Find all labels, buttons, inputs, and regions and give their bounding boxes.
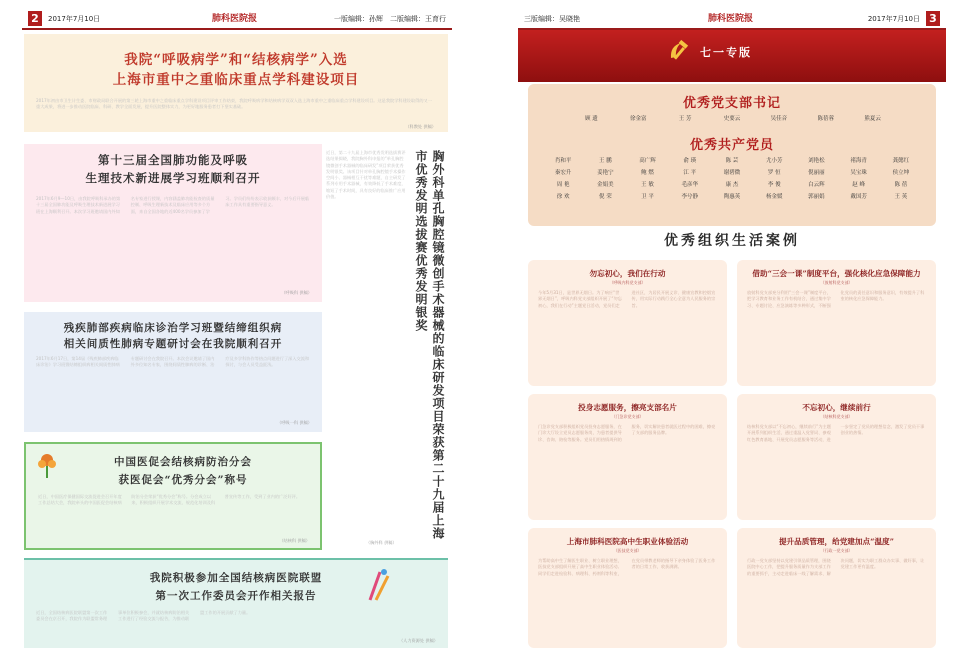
article-body: 近日，第二十九届上海市优秀发明选拔赛评选结果揭晓，我院胸外科申报的“单孔胸腔镜微创手术器械的临床研发”项目荣获优秀发明银奖。该项目针对单孔胸腔镜手术操作空间小、器械相互干扰等难题，自主研发了系列专用手术器械，有效降低了手术难度，缩短了手术时间，具有良好的临床推广应用价值。 (326, 150, 406, 200)
article-body: 近日，中国医疗保健国际交流促进会召开年度工作总结大会，我院牵头的中国医促会结核病防治分会荣获“优秀分会”称号。分会成立以来，积极组织开展学术交流、规范化培训及科普宣传等工作，受到了业内的广泛好评。 (38, 494, 301, 506)
case-body: 为帮助高中生了解医生职业、树立职业理想，医技党支部组织开展了高中生职业体验活动。同学们走进检验科、病理科、药剂科等科室，在党员带教老师的指导下亲身体验了医务工作者的日常工作，收获满满。 (538, 558, 716, 576)
paper-name: 肺科医院报 (212, 14, 258, 24)
member-name: 侯立坤 (892, 170, 910, 176)
member-name: 姜艳宁 (597, 170, 614, 176)
member-name: 王 敏 (641, 182, 654, 188)
member-name: 江 平 (683, 170, 697, 176)
secretary-name: 熊夏云 (864, 116, 881, 122)
case-branch: （行政一党支部） (820, 548, 853, 553)
member-name: 王 英 (894, 194, 908, 200)
paper-name: 肺科医院报 (708, 14, 754, 24)
hammer-sickle-icon (666, 38, 692, 64)
newspaper-page-2 (22, 10, 452, 650)
case-title: 投身志愿服务，擦亮支部名片 (578, 403, 677, 412)
article-lung-function (24, 144, 322, 302)
article-author: （科教处 供稿） (405, 124, 436, 129)
section-title-cases: 优秀组织生活案例 (664, 233, 800, 249)
case-title: 不忘初心，继续前行 (802, 403, 871, 412)
section-title-secretaries: 优秀党支部书记 (682, 96, 781, 111)
case-branch: （医技党支部） (613, 548, 642, 553)
article-body: 2017年6月9—10日，由我院呼吸科承办的第十三届全国肺功能及呼吸生理技术新进展学习班在上海顺利召开。本次学习班邀请国内外知名专家进行授课，内容涵盖肺功能检查的质量控制、呼吸生理新技术及临床应用等多个方面，来自全国各地的近400名学员参加了学习。学员们纷纷表示收获颇丰，对今后开展临床工作具有重要指导意义。 (36, 196, 310, 214)
member-name: 赵 峰 (852, 182, 866, 188)
member-name: 秦宏升 (554, 170, 572, 176)
article-title: 我院“呼吸病学”和“结核病学”入选 (124, 52, 348, 68)
banner-title: 七一专版 (700, 46, 752, 59)
member-name: 卫 平 (641, 194, 654, 200)
article-author: （人力资源处 供稿） (398, 637, 438, 643)
member-name: 龚懿红 (892, 158, 910, 164)
member-name: 鲍 燃 (641, 170, 654, 176)
article-title: 我院积极参加全国结核病医院联盟 (149, 572, 323, 584)
article-ild-seminar (24, 312, 322, 432)
header-editors: 三版编辑：吴晓艳 (524, 15, 580, 23)
case-article (528, 260, 727, 386)
article-title: 第十三届全国肺功能及呼吸 (98, 153, 248, 167)
member-name: 刘艳松 (808, 158, 825, 164)
case-article (528, 528, 727, 648)
page-header (518, 10, 946, 30)
article-title: 相关间质性肺病专题研讨会在我院顺利召开 (63, 338, 283, 350)
member-name: 王 鹏 (598, 158, 612, 164)
side-article-invention (326, 146, 448, 548)
article-title: 获医促会“优秀分会”称号 (118, 474, 248, 486)
article-title: 上海市重中之重临床重点学科建设项目 (112, 72, 360, 88)
secretary-name: 徐金富 (630, 116, 647, 122)
member-name: 肖和平 (554, 158, 572, 164)
article-title: 中国医促会结核病防治分会 (114, 456, 252, 468)
member-name: 戴国芳 (850, 194, 867, 200)
case-article (737, 394, 936, 520)
case-branch: （门急诊党支部） (611, 414, 644, 419)
case-title: 借助“三会一课”制度平台，强化核化应急保障能力 (752, 269, 921, 278)
case-body: 门急诊党支部积极组织党员投身志愿服务，在门诊大厅设立党员志愿服务岗，为患者提供导诊、咨询、陪检等服务。党员们用热情周到的服务，切实解决患者就医过程中的困难，擦亮了支部的服务品牌。 (538, 424, 716, 442)
member-name: 毛彦华 (681, 182, 699, 188)
member-name: 谢碧微 (723, 170, 741, 176)
case-title: 勿忘初心，我们在行动 (589, 269, 666, 278)
case-branch: （呼吸内科党支部） (609, 280, 646, 285)
page-number: 2 (28, 11, 42, 26)
member-name: 倪 荣 (598, 194, 612, 200)
case-body: 放射科党支部充分利用“三会一课”制度平台，把学习教育和业务工作有机结合，通过集中学习、专题讨论、应急演练等多种形式，不断强化党员的责任意识和服务意识，有效提升了科室的核化应急保障能力。 (747, 290, 925, 308)
article-key-discipline (24, 34, 448, 132)
case-title: 上海市肺科医院高中生职业体验活动 (566, 537, 689, 546)
article-tb-alliance (24, 558, 448, 648)
secretary-name-list (568, 114, 896, 122)
member-name: 李 俊 (767, 182, 781, 188)
article-excellent-branch (24, 442, 322, 550)
header-date: 2017年7月10日 (48, 15, 101, 23)
member-name: 杨金媛 (765, 194, 783, 200)
member-name: 白云辉 (808, 182, 825, 188)
case-article (528, 394, 727, 520)
article-body: 近日，全国结核病医院联盟第一次工作委员会在京召开，我院作为联盟常务理事单位积极参会，并就结核病防治相关工作进行了经验交流与报告，为推动联盟工作的开展贡献了力量。 (36, 610, 251, 622)
article-title: 第一次工作委员会开作相关报告 (155, 590, 317, 602)
article-body: 2017年初由市卫生计生委、市财政局联合开展的第三轮上海市重中之重临床重点学科建设项目评审工作结束，我院呼吸病学和结核病学双双入选上海市重中之重临床重点学科建设项目。这是我院学科建设取得的又一重大成果，将进一步推动医院临床、科研、教学全面发展，提升医院整体实力，为更好地服务患者打下坚实基础。 (36, 98, 432, 110)
cases-title-wrap (614, 228, 850, 250)
article-title: 生理技术新进展学习班顺利召开 (85, 171, 261, 185)
honors-panel (528, 84, 936, 226)
member-name: 陈 蓓 (894, 182, 908, 188)
article-author: （呼吸一科 供稿） (277, 419, 312, 425)
member-name: 康 杰 (725, 182, 739, 188)
article-author: （胸外科 供稿） (366, 539, 397, 545)
member-name: 褚海青 (850, 158, 867, 164)
member-name: 倪丽丽 (808, 170, 825, 176)
article-author: （结核科 供稿） (279, 537, 310, 543)
page-header (22, 10, 452, 30)
header-editors: 一版编辑：孙辉 二版编辑：王育行 (334, 15, 446, 23)
case-body: 今年5月31日，是世界无烟日。为了响应“世界无烟日”，呼吸内科党支部组织开展了“勿忘初心，我们在行动”主题党日活动，党员们走进社区，为居民开展义诊、健康宣教和控烟宣传，用实际行动践行全心全意为人民服务的宗旨。 (538, 290, 716, 308)
header-date: 2017年7月10日 (867, 15, 920, 23)
article-author: （呼吸科 供稿） (281, 289, 312, 295)
special-banner (518, 30, 946, 200)
secretary-name: 陈蓓蓉 (817, 116, 834, 122)
case-article (737, 528, 936, 648)
secretary-name: 史要云 (723, 116, 741, 122)
side-vertical-title: 胸外科单孔胸腔镜微创手术器械的临床研发项目荣获第二十九届上海市优秀发明选拔赛优秀发明银奖 (414, 150, 445, 540)
page-number: 3 (926, 11, 940, 26)
case-branch: （放射科党支部） (820, 280, 853, 285)
secretary-name: 吴佳音 (770, 116, 788, 122)
case-body: 结核科党支部以“不忘初心，继续前行”为主题开展系列组织生活，通过重温入党誓词、参观红色教育基地、开展党员志愿服务等活动，进一步坚定了党员的理想信念，激发了党员干事创业的热情。 (747, 424, 925, 442)
section-title-members: 优秀共产党员 (689, 138, 774, 153)
article-title: 残疾肺部疾病临床诊治学习班暨结缔组织病 (63, 322, 283, 334)
confetti-icon (366, 566, 392, 602)
member-name: 李兮静 (681, 194, 699, 200)
member-name: 陈 芸 (725, 158, 739, 164)
case-body: 行政一党支部坚持以党建引领品质管理，围绕医院中心工作，把提升服务质量作为支部工作的重要抓手，主动走进临床一线了解需求、解决问题，切实为职工群众办实事、做好事，让党建工作更有温度。 (747, 558, 925, 576)
member-name: 吴宝珠 (850, 170, 867, 176)
newspaper-page-3 (518, 10, 946, 650)
member-name-list (542, 156, 922, 200)
case-branch: （结核科党支部） (820, 414, 853, 419)
member-name: 郭丽娟 (808, 194, 825, 200)
case-title: 提升品质管理，给党建加点“温度” (778, 537, 895, 546)
member-name: 金娟美 (597, 182, 614, 188)
member-name: 徐 欢 (556, 194, 570, 200)
member-name: 周 艳 (556, 182, 570, 188)
secretary-name: 顾 遗 (585, 116, 598, 122)
article-body: 2017年6月17日，第14届《残疾肺部疾病临床诊治》学习班暨结缔组织病相关间质性肺病专题研讨会在我院召开。本次会议邀请了国内外多位知名专家，围绕间质性肺病的诊断、治疗及多学科协作等热点问题进行了深入交流和探讨，与会人员受益匪浅。 (36, 356, 310, 368)
member-name: 罗 恒 (767, 170, 781, 176)
member-name: 陶惠英 (723, 194, 741, 200)
case-article (737, 260, 936, 386)
member-name: 俞 瑛 (683, 158, 697, 164)
secretary-name: 王 芳 (678, 116, 692, 122)
member-name: 高广辉 (639, 158, 656, 164)
member-name: 尤小芳 (765, 158, 783, 164)
